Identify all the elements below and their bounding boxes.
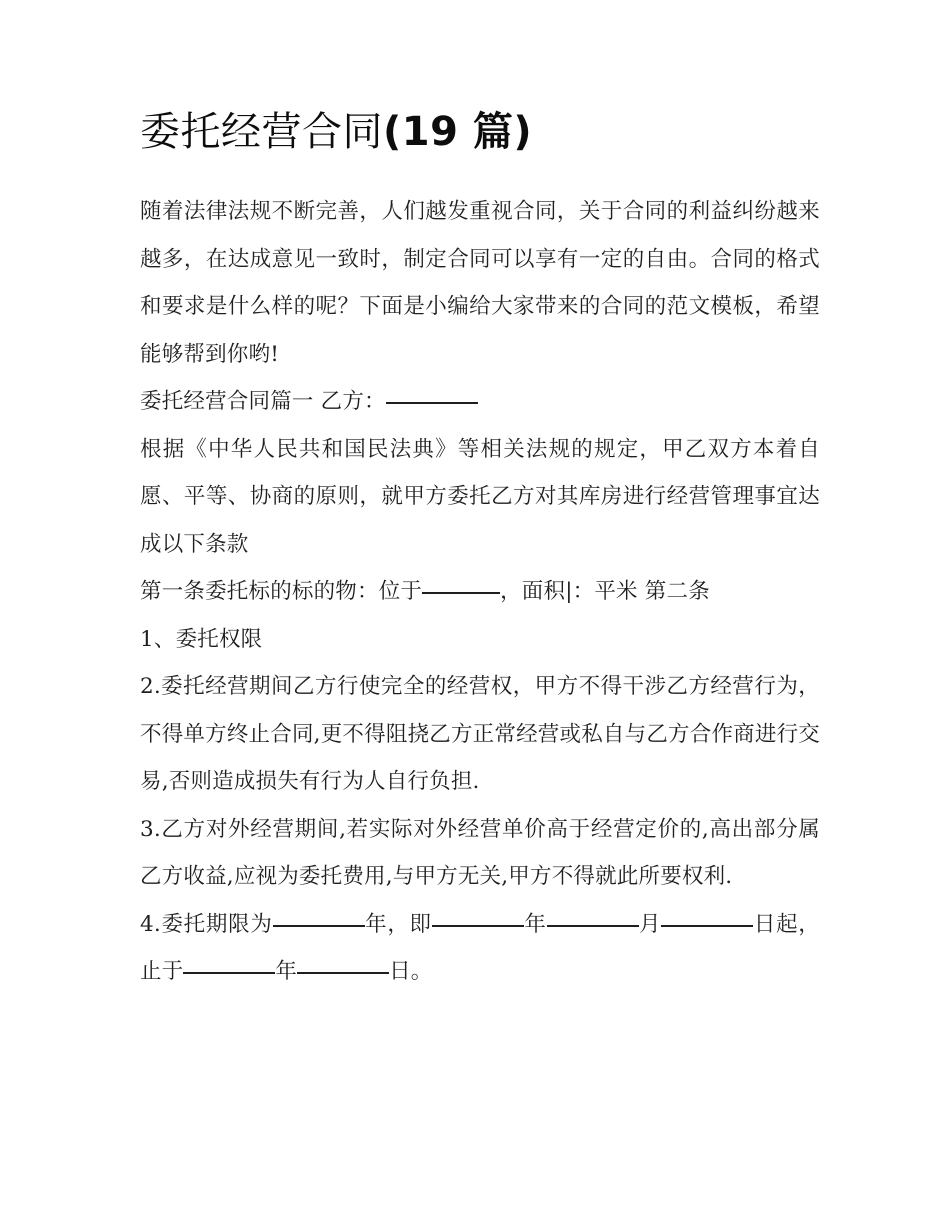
clause-1-prefix: 第一条委托标的标的物：位于: [140, 579, 423, 604]
item-4-seg-1: 年，即: [364, 911, 432, 937]
blank-field-start-day: [661, 925, 753, 927]
blank-field-end-year: [183, 972, 275, 974]
paragraph-item-1: 1、委托权限: [140, 626, 263, 652]
paragraph-item-4: [140, 901, 820, 996]
item-4-seg-2: 年: [523, 911, 547, 937]
blank-field-start-month: [547, 925, 639, 927]
page-title: [140, 104, 820, 160]
paragraph-section-heading: [140, 378, 820, 426]
paragraph-intro: 随着法律法规不断完善，人们越发重视合同，关于合同的利益纠纷越来越多，在达成意见一致时，制定合同可以享有一定的自由。合同的格式和要求是什么样的呢？下面是小编给大家带来的合同的范文模板，希望能够帮到你哟!: [140, 199, 820, 367]
section-heading-prefix: 委托经营合同篇一 乙方：: [140, 389, 386, 414]
paragraph-clause-1: [140, 568, 820, 616]
blank-field-location: [422, 592, 500, 594]
blank-field-party-b: [386, 402, 478, 404]
item-4-seg-5: 年: [275, 959, 298, 984]
paragraph-item-3: 3.乙方对外经营期间,若实际对外经营单价高于经营定价的,高出部分属乙方收益,应视为委托费用,与甲方无关,甲方不得就此所要权利.: [140, 816, 820, 889]
item-4-seg-3: 月: [638, 911, 662, 937]
item-4-seg-6: 日。: [389, 959, 433, 984]
blank-field-start-year: [432, 925, 524, 927]
paragraph-item-2: 2.委托经营期间乙方行使完全的经营权，甲方不得干涉乙方经营行为，不得单方终止合同,更不得阻挠乙方正常经营或私自与乙方合作商进行交易,否则造成损失有行为人自行负担.: [140, 674, 820, 794]
blank-field-end-day: [297, 972, 389, 974]
paragraph-legal-basis: 根据《中华人民共和国民法典》等相关法规的规定，甲乙双方本着自愿、平等、协商的原则，就甲方委托乙方对其库房进行经营管理事宜达成以下条款: [140, 436, 820, 557]
blank-field-term-years: [273, 925, 365, 927]
page-title-suffix: (19 篇): [383, 109, 533, 155]
page-title-main: 委托经营合同: [140, 109, 383, 155]
clause-1-mid: ，面积|：平米 第二条: [500, 579, 710, 604]
item-4-seg-4: 日起，止于: [140, 911, 821, 984]
document-body: [140, 104, 820, 996]
item-4-seg-0: 4.委托期限为: [140, 911, 273, 937]
